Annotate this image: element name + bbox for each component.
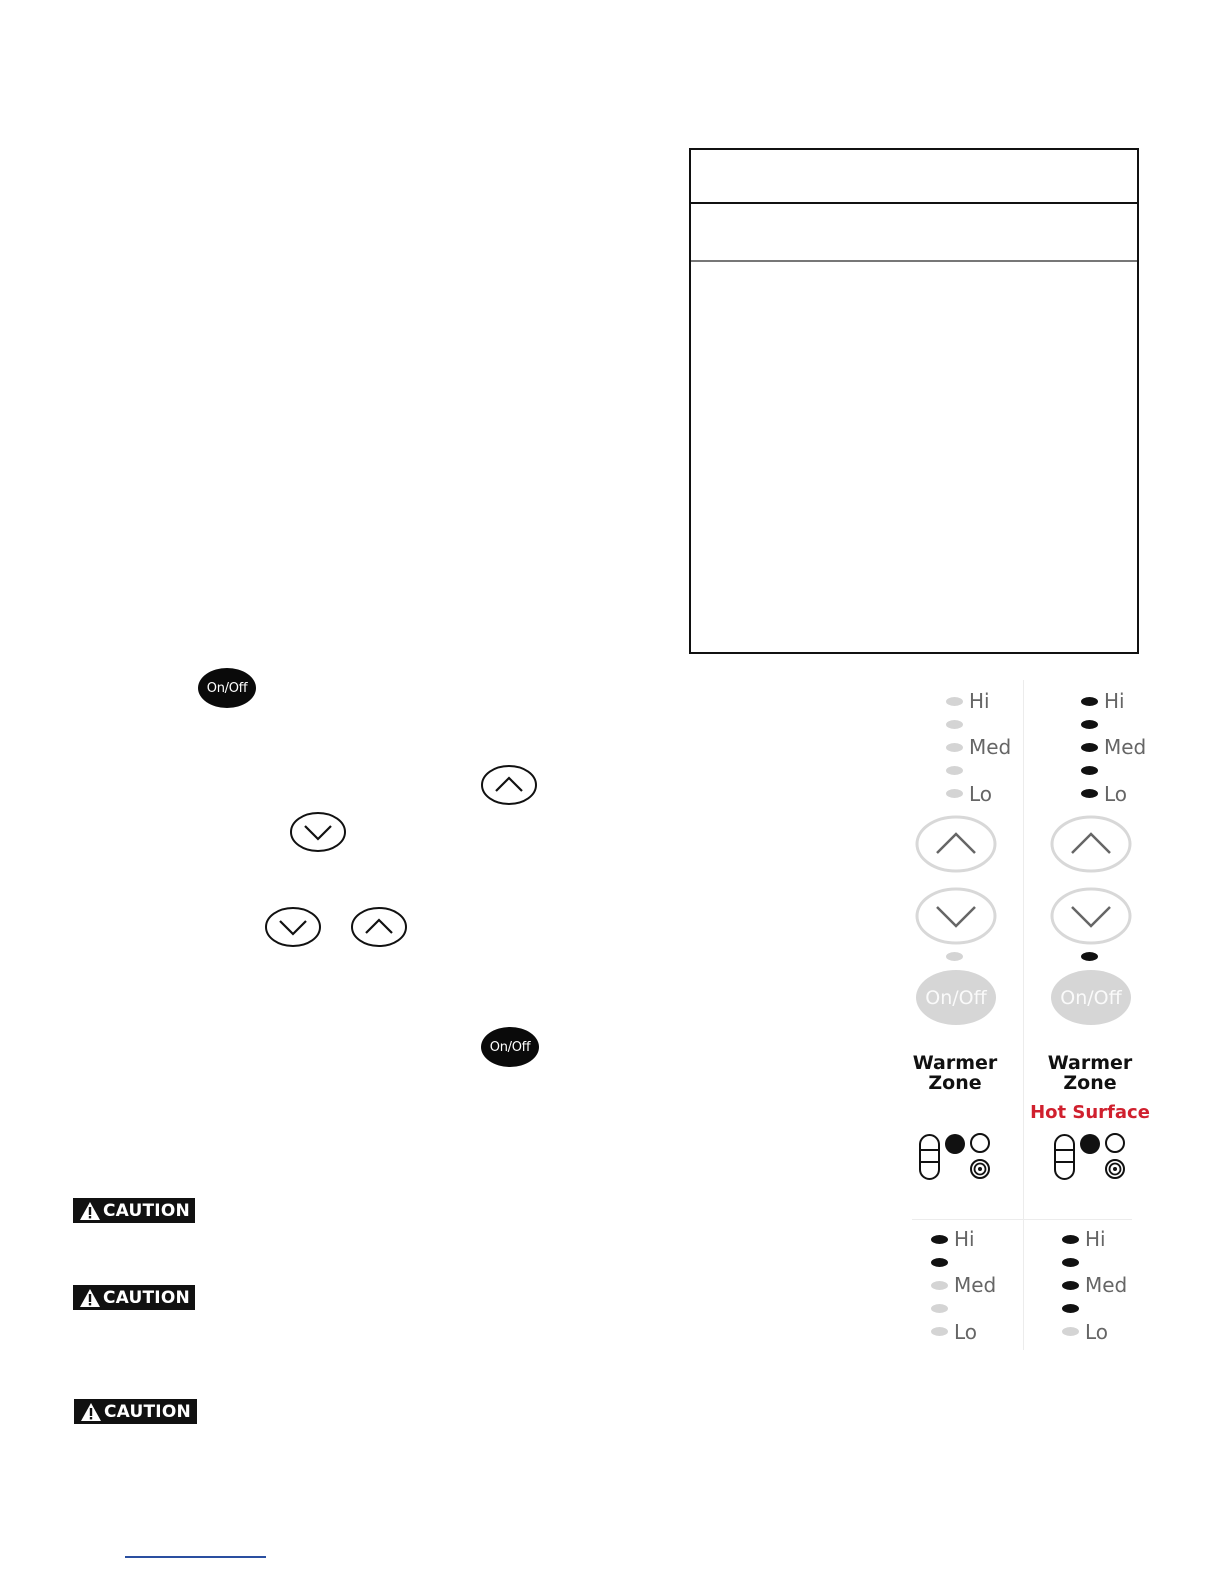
panel-divider	[1023, 680, 1024, 1350]
up-arrow-key-icon	[350, 906, 408, 948]
level-indicator	[1081, 789, 1098, 798]
onoff-key-icon	[198, 668, 256, 708]
up-button[interactable]	[1049, 814, 1133, 874]
level-indicator	[931, 1281, 948, 1290]
level-indicator	[1062, 1327, 1079, 1336]
level-label-lo: Lo	[954, 1320, 978, 1344]
level-label-lo: Lo	[1085, 1320, 1109, 1344]
caution-label	[73, 1198, 195, 1223]
down-button[interactable]	[1049, 886, 1133, 946]
zone-title-line2: Zone	[928, 1072, 982, 1094]
zone-title-line1: Warmer	[1047, 1052, 1133, 1074]
level-label-med: Med	[1104, 735, 1147, 759]
onoff-button[interactable]	[1051, 970, 1131, 1025]
onoff-key-label: On/Off	[206, 680, 248, 696]
level-label-hi: Hi	[954, 1227, 975, 1251]
down-arrow-key-icon	[289, 811, 347, 853]
level-label-lo: Lo	[1104, 782, 1128, 806]
level-indicator	[946, 766, 963, 775]
up-button[interactable]	[914, 814, 998, 874]
warning-triangle-icon	[79, 1201, 101, 1221]
level-label-hi: Hi	[969, 689, 990, 713]
power-indicator	[1081, 952, 1098, 961]
warning-triangle-icon	[80, 1402, 102, 1422]
onoff-key-label: On/Off	[489, 1039, 531, 1055]
level-indicator	[946, 789, 963, 798]
level-indicator	[931, 1327, 948, 1336]
zone-title	[900, 1053, 1010, 1093]
caution-text: CAUTION	[103, 1200, 190, 1221]
level-indicator	[1062, 1304, 1079, 1313]
down-button[interactable]	[914, 886, 998, 946]
level-indicator	[1062, 1235, 1079, 1244]
table-divider	[691, 202, 1137, 204]
level-label-med: Med	[969, 735, 1012, 759]
caution-label	[73, 1285, 195, 1310]
level-label-med: Med	[1085, 1273, 1128, 1297]
level-indicator	[1062, 1281, 1079, 1290]
level-indicator	[931, 1258, 948, 1267]
zone-title-line2: Zone	[1063, 1072, 1117, 1094]
burner-layout-icon	[1052, 1131, 1128, 1181]
level-indicator	[1081, 697, 1098, 706]
burner-layout-icon	[917, 1131, 993, 1181]
level-indicator	[931, 1304, 948, 1313]
table-divider	[691, 260, 1137, 262]
level-indicator	[1081, 720, 1098, 729]
onoff-button-label: On/Off	[1060, 986, 1122, 1009]
up-arrow-key-icon	[480, 764, 538, 806]
level-indicator	[1081, 766, 1098, 775]
level-label-med: Med	[954, 1273, 997, 1297]
level-indicator	[946, 720, 963, 729]
level-indicator	[931, 1235, 948, 1244]
level-indicator	[1062, 1258, 1079, 1267]
footer-link-rule	[125, 1556, 266, 1558]
level-indicator	[1081, 743, 1098, 752]
zone-title	[1035, 1053, 1145, 1093]
level-label-lo: Lo	[969, 782, 993, 806]
onoff-button[interactable]	[916, 970, 996, 1025]
onoff-button-label: On/Off	[925, 986, 987, 1009]
caution-label	[74, 1399, 197, 1424]
caution-text: CAUTION	[104, 1401, 191, 1422]
level-label-hi: Hi	[1085, 1227, 1106, 1251]
power-indicator	[946, 952, 963, 961]
settings-table-frame	[689, 148, 1139, 654]
level-indicator	[946, 697, 963, 706]
hot-surface-indicator: Hot Surface	[1030, 1102, 1150, 1123]
zone-title-line1: Warmer	[912, 1052, 998, 1074]
down-arrow-key-icon	[264, 906, 322, 948]
level-label-hi: Hi	[1104, 689, 1125, 713]
level-indicator	[946, 743, 963, 752]
warning-triangle-icon	[79, 1288, 101, 1308]
onoff-key-icon	[481, 1027, 539, 1067]
caution-text: CAUTION	[103, 1287, 190, 1308]
panel-divider	[912, 1219, 1132, 1220]
